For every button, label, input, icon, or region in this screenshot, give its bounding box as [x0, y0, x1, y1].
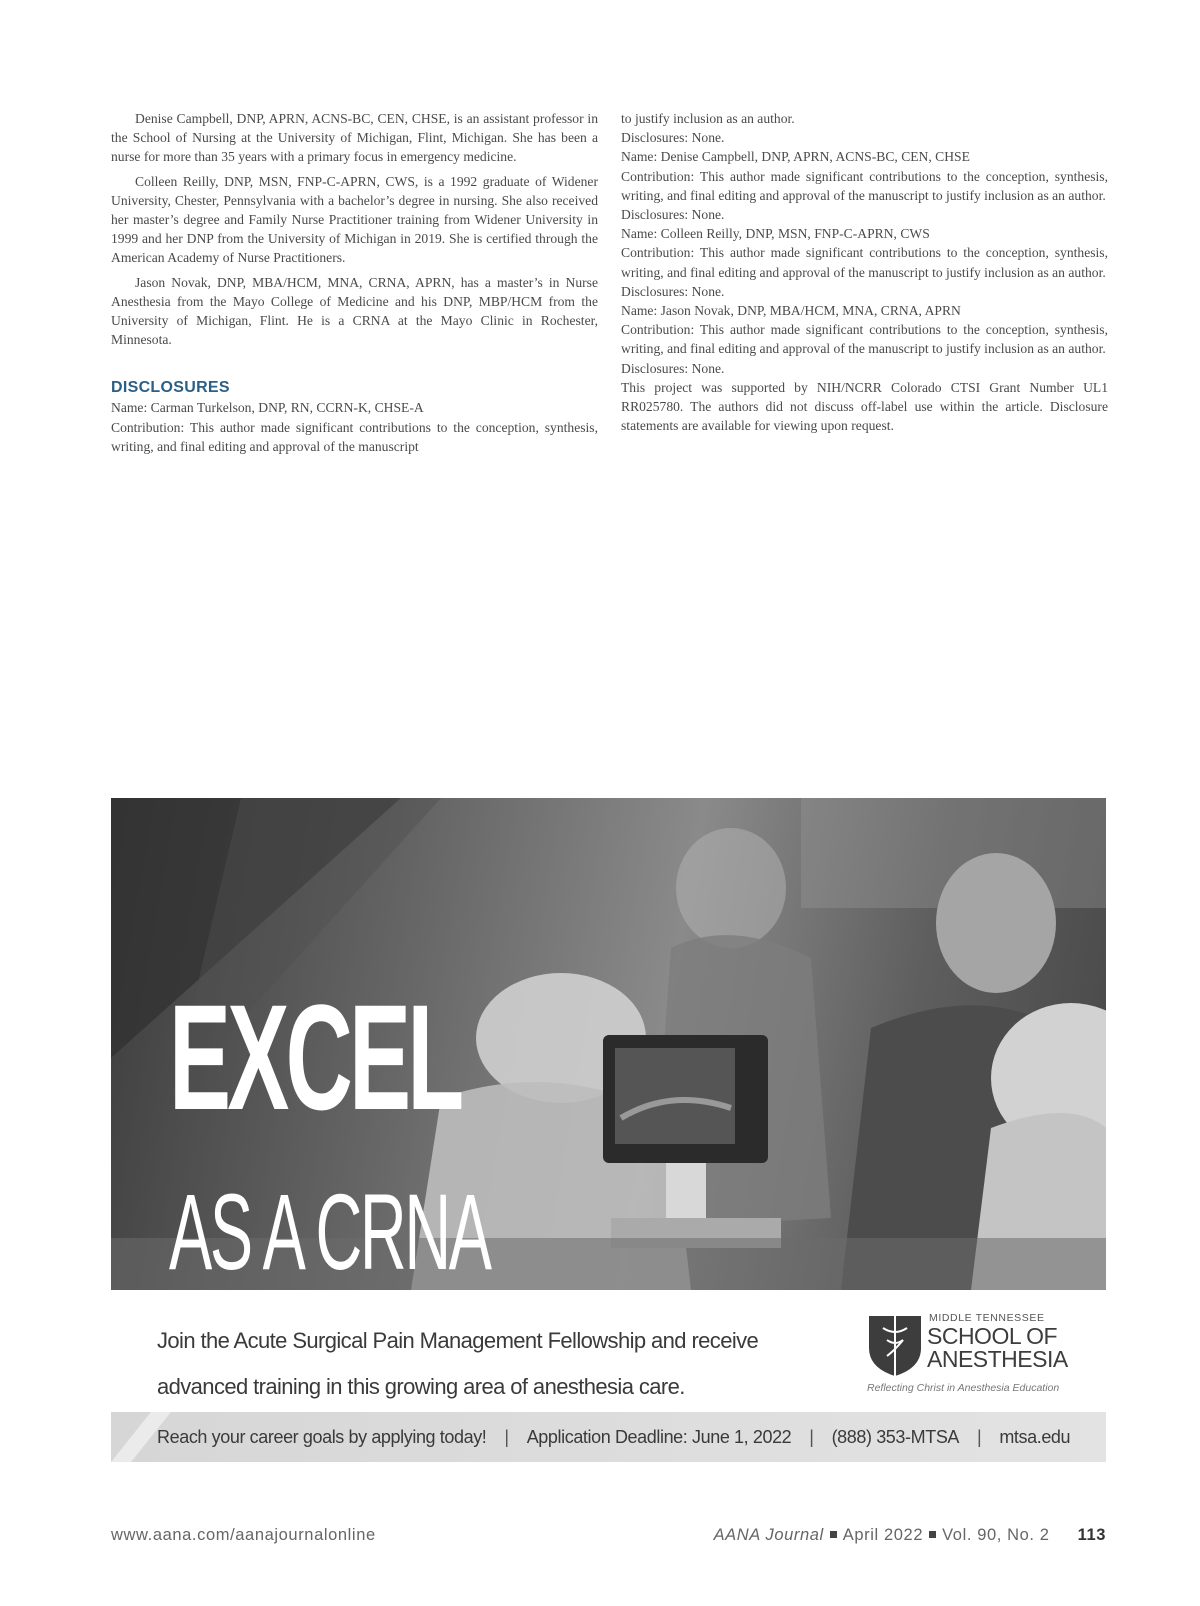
disclosures-heading: DISCLOSURES — [111, 379, 230, 397]
footer-url: www.aana.com/aanajournalonline — [111, 1526, 376, 1544]
disclosure-line: Disclosures: None. — [621, 360, 725, 376]
ad-website: mtsa.edu — [999, 1427, 1071, 1447]
logo-anesthesia-text: ANESTHESIA — [927, 1346, 1068, 1372]
ad-info-bar — [111, 1412, 1106, 1462]
disclosure-line: Contribution: This author made significant contributions to the conception, synthesis, writing, and final editing and approval of the manuscript to justify inclusion as an author. — [621, 168, 1108, 203]
square-bullet-icon — [830, 1531, 837, 1538]
disclosure-line: Disclosures: None. — [621, 283, 725, 299]
footer-citation — [714, 1526, 1106, 1545]
disclosure-line: Name: Denise Campbell, DNP, APRN, ACNS-BC, CEN, CHSE — [621, 149, 970, 165]
disclosure-line: Name: Carman Turkelson, DNP, RN, CCRN-K, CHSE-A — [111, 400, 424, 416]
square-bullet-icon — [929, 1531, 936, 1538]
ad-copy-line: Join the Acute Surgical Pain Management Fellowship and receive — [157, 1328, 759, 1353]
right-column — [621, 109, 1108, 435]
disclosure-line: Disclosures: None. — [621, 207, 725, 223]
logo-top-text: MIDDLE TENNESSEE — [929, 1312, 1045, 1324]
shield-caduceus-icon — [867, 1314, 923, 1378]
issue-date: April 2022 — [842, 1526, 924, 1544]
ad-phone: (888) 353-MTSA — [831, 1427, 960, 1447]
ad-call-to-action: Reach your career goals by applying today! — [157, 1427, 487, 1447]
disclosure-line: Name: Jason Novak, DNP, MBA/HCM, MNA, CRNA, APRN — [621, 303, 961, 319]
ad-headline-crna: AS A CRNA — [169, 1171, 490, 1290]
separator: | — [504, 1427, 509, 1447]
disclosure-line: Disclosures: None. — [621, 130, 725, 146]
ad-headline-excel: EXCEL — [169, 973, 461, 1141]
volume-number: Vol. 90, No. 2 — [942, 1526, 1050, 1544]
journal-name: AANA Journal — [713, 1526, 824, 1544]
disclosure-line: Name: Colleen Reilly, DNP, MSN, FNP-C-APRN, CWS — [621, 226, 930, 242]
logo-school-text: SCHOOL OF — [927, 1323, 1058, 1349]
bio-jason-novak: Jason Novak, DNP, MBA/HCM, MNA, CRNA, APRN, has a master’s in Nurse Anesthesia from the Mayo College of Medicine and his DNP, MBP/HCM from the University of Michigan, Flint. He is a CRNA at the Mayo Clinic in Rochester, Minnesota. — [111, 274, 598, 348]
disclosure-line: Contribution: This author made significant contributions to the conception, synthesis, writing, and final editing and approval of the manuscript to justify inclusion as an author. — [621, 245, 1108, 280]
bio-colleen-reilly: Colleen Reilly, DNP, MSN, FNP-C-APRN, CWS, is a 1992 graduate of Widener University, Chester, Pennsylvania with a bachelor’s degree in nursing. She also received her master’s degree and Family Nurse Practitioner training from Widener University in 1999 and her DNP from the University of Michigan in 2019. She is certified through the American Academy of Nurse Practitioners. — [111, 173, 598, 266]
mtsa-logo — [867, 1312, 1087, 1402]
advertisement — [111, 798, 1106, 1462]
ad-deadline: Application Deadline: June 1, 2022 — [526, 1427, 792, 1447]
disclosure-line: Contribution: This author made significant contributions to the conception, synthesis, writing, and final editing and approval of the manuscript — [111, 419, 598, 454]
separator: | — [809, 1427, 814, 1447]
ad-copy-line: advanced training in this growing area of anesthesia care. — [157, 1374, 685, 1399]
ad-copy — [157, 1318, 877, 1410]
funding-statement: This project was supported by NIH/NCRR Colorado CTSI Grant Number UL1 RR025780. The authors did not discuss off-label use within the article. Disclosure statements are available for viewing upon request. — [621, 379, 1108, 434]
page-number: 113 — [1077, 1526, 1106, 1544]
ad-photo — [111, 798, 1106, 1290]
logo-tagline: Reflecting Christ in Anesthesia Education — [867, 1382, 1060, 1394]
disclosure-line: to justify inclusion as an author. — [621, 111, 795, 126]
separator: | — [977, 1427, 982, 1447]
bio-denise-campbell: Denise Campbell, DNP, APRN, ACNS-BC, CEN, CHSE, is an assistant professor in the School of Nursing at the University of Michigan, Flint, Michigan. She has been a nurse for more than 35 years with a primary focus in emergency medicine. — [111, 111, 598, 165]
disclosure-line: Contribution: This author made significant contributions to the conception, synthesis, writing, and final editing and approval of the manuscript to justify inclusion as an author. — [621, 322, 1108, 357]
left-column — [111, 109, 598, 456]
